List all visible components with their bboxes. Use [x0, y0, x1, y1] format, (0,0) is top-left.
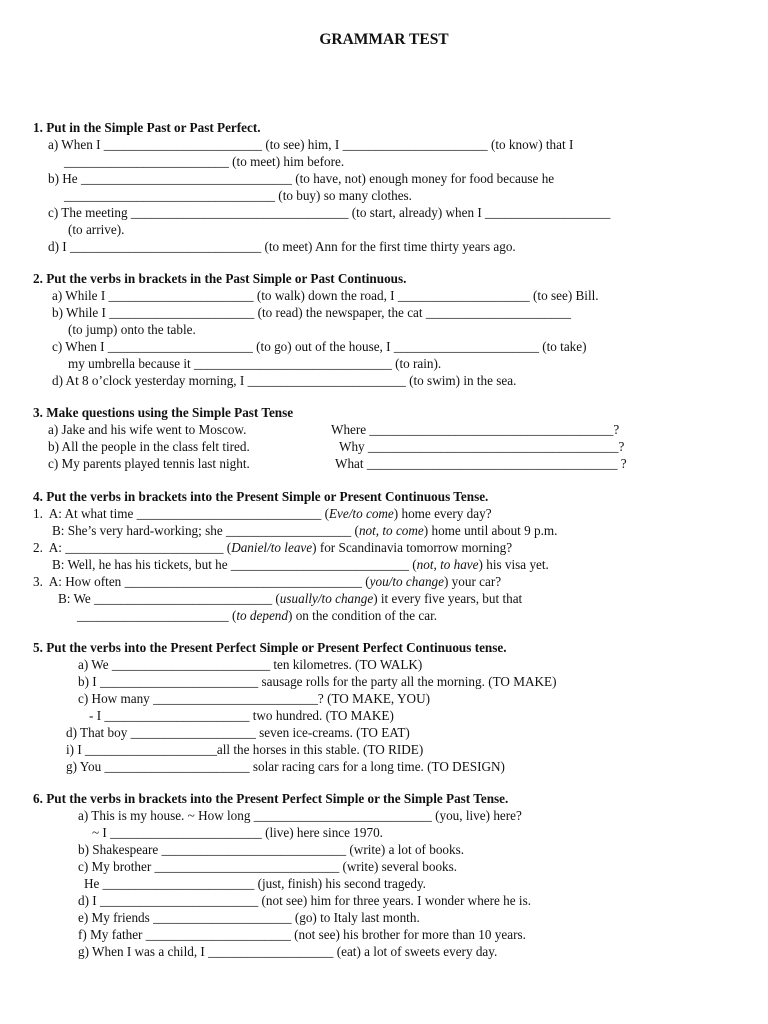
exercise-line: d) I _____________________________ (to meet) Ann for the first time thirty years ago. [48, 239, 516, 254]
exercise-line: _________________________ (to meet) him before. [64, 154, 345, 169]
exercise-line: my umbrella because it ______________________________ (to rain). [68, 356, 442, 371]
section-heading: 4. Put the verbs in brackets into the Present Simple or Present Continuous Tense. [33, 489, 489, 504]
statement: c) My parents played tennis last night. [48, 456, 250, 471]
section-5 [0, 639, 768, 775]
statement: b) All the people in the class felt tired. [48, 439, 250, 454]
section-heading: 3. Make questions using the Simple Past Tense [33, 405, 294, 420]
question-row [0, 455, 768, 472]
exercise-line: a) While I ______________________ (to walk) down the road, I ____________________ (to see) Bill. [52, 288, 599, 303]
section-4 [0, 488, 768, 624]
section-3 [0, 404, 768, 472]
exercise-line: He _______________________ (just, finish) his second tragedy. [84, 876, 426, 891]
exercise-line: (to jump) onto the table. [68, 322, 196, 337]
exercise-line: g) When I was a child, I ___________________ (eat) a lot of sweets every day. [78, 944, 498, 959]
exercise-line: ________________________________ (to buy) so many clothes. [64, 188, 412, 203]
section-6 [0, 790, 768, 960]
exercise-line: c) How many _________________________? (TO MAKE, YOU) [78, 691, 430, 706]
exercise-line: i) I ____________________all the horses in this stable. (TO RIDE) [66, 742, 424, 757]
exercise-line: (to arrive). [68, 222, 125, 237]
section-heading: 5. Put the verbs into the Present Perfect Simple or Present Perfect Continuous tense. [33, 640, 507, 655]
question-row [0, 438, 768, 455]
exercise-line: d) I ________________________ (not see) him for three years. I wonder where he is. [78, 893, 532, 908]
exercise-line: b) While I ______________________ (to read) the newspaper, the cat ______________________ [52, 305, 571, 320]
question-prompt: Where _____________________________________? [331, 422, 620, 437]
page-title: GRAMMAR TEST [319, 31, 449, 48]
exercise-line: _______________________ (to depend) on the condition of the car. [77, 608, 438, 623]
exercise-line: ~ I _______________________ (live) here since 1970. [92, 825, 383, 840]
question-prompt: What ______________________________________ ? [335, 456, 627, 471]
exercise-line: c) The meeting _________________________________ (to start, already) when I ___________________ [48, 205, 611, 220]
section-heading: 2. Put the verbs in brackets in the Past Simple or Past Continuous. [33, 271, 407, 286]
section-2 [0, 270, 768, 389]
exercise-line: d) At 8 o’clock yesterday morning, I ________________________ (to swim) in the sea. [52, 373, 517, 388]
exercise-line: b) He ________________________________ (to have, not) enough money for food because he [48, 171, 555, 186]
exercise-line: B: She’s very hard-working; she ___________________ (not, to come) home until about 9 p.m. [52, 523, 558, 538]
exercise-line: c) When I ______________________ (to go) out of the house, I ______________________ (to take) [52, 339, 587, 354]
section-heading: 6. Put the verbs in brackets into the Present Perfect Simple or the Simple Past Tense. [33, 791, 509, 806]
exercise-line: a) We ________________________ ten kilometres. (TO WALK) [78, 657, 423, 672]
exercise-line: b) I ________________________ sausage rolls for the party all the morning. (TO MAKE) [78, 674, 557, 689]
exercise-line: b) Shakespeare ____________________________ (write) a lot of books. [78, 842, 465, 857]
exercise-line: 3. A: How often ____________________________________ (you/to change) your car? [33, 574, 502, 589]
exercise-line: d) That boy ___________________ seven ice-creams. (TO EAT) [66, 725, 410, 740]
exercise-line: c) My brother ____________________________ (write) several books. [78, 859, 458, 874]
exercise-line: a) This is my house. ~ How long ___________________________ (you, live) here? [78, 808, 522, 823]
exercise-line: - I ______________________ two hundred. (TO MAKE) [89, 708, 394, 723]
exercise-line: B: We ___________________________ (usually/to change) it every five years, but that [58, 591, 523, 606]
section-1 [0, 119, 768, 255]
section-heading: 1. Put in the Simple Past or Past Perfect. [33, 120, 261, 135]
exercise-line: 1. A: At what time ____________________________ (Eve/to come) home every day? [33, 506, 492, 521]
exercise-line: 2. A: ________________________ (Daniel/to leave) for Scandinavia tomorrow morning? [33, 540, 513, 555]
exercise-line: f) My father ______________________ (not see) his brother for more than 10 years. [78, 927, 526, 942]
exercise-line: g) You ______________________ solar racing cars for a long time. (TO DESIGN) [66, 759, 505, 774]
exercise-line: B: Well, he has his tickets, but he ___________________________ (not, to have) his visa yet. [52, 557, 549, 572]
statement: a) Jake and his wife went to Moscow. [48, 422, 247, 437]
exercise-line: a) When I ________________________ (to see) him, I ______________________ (to know) that I [48, 137, 574, 152]
question-prompt: Why ______________________________________? [339, 439, 625, 454]
question-row [0, 421, 768, 438]
exercise-line: e) My friends _____________________ (go) to Italy last month. [78, 910, 420, 925]
